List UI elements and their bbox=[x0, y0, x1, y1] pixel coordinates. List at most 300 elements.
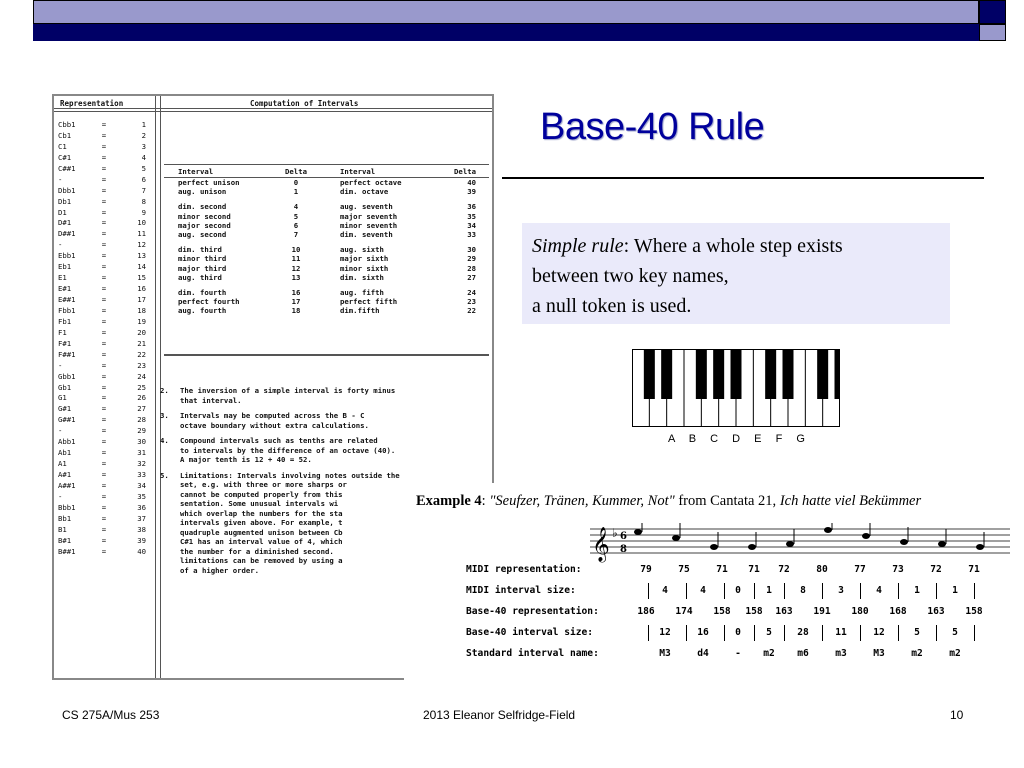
interval-cell: major second bbox=[178, 220, 231, 230]
interval-separator bbox=[648, 583, 649, 599]
row-value: 1 bbox=[766, 585, 772, 596]
rule-lead: Simple rule bbox=[532, 235, 624, 257]
interval-row bbox=[166, 245, 491, 254]
representation-row bbox=[58, 175, 158, 186]
interval-cell: perfect fourth bbox=[178, 297, 240, 307]
note-name: D##1 bbox=[58, 229, 76, 239]
representation-row bbox=[58, 470, 158, 481]
note-name: Bbb1 bbox=[58, 502, 76, 512]
interval-cell: perfect fifth bbox=[340, 297, 398, 307]
representation-row bbox=[58, 536, 158, 547]
equals-sign: = bbox=[101, 404, 107, 414]
midi-interval-row bbox=[404, 584, 1010, 598]
note-name: - bbox=[58, 491, 63, 501]
row-value: 77 bbox=[854, 564, 866, 575]
row-value: m2 bbox=[911, 648, 923, 659]
note-name: Cb1 bbox=[58, 130, 72, 140]
equals-sign: = bbox=[101, 262, 107, 272]
note-name: Ab1 bbox=[58, 448, 72, 458]
base40-value: 1 bbox=[141, 120, 146, 129]
base40-value: 8 bbox=[141, 196, 146, 206]
interval-row bbox=[166, 230, 491, 239]
col-header: Interval bbox=[178, 167, 214, 176]
base40-value: 40 bbox=[137, 546, 146, 556]
header-band-dark bbox=[33, 24, 979, 41]
note-head bbox=[900, 539, 908, 545]
interval-cell: dim. second bbox=[178, 202, 227, 212]
interval-row bbox=[166, 254, 491, 263]
equals-sign: = bbox=[101, 218, 107, 228]
treble-clef-icon: 𝄞 bbox=[592, 527, 610, 562]
note-item bbox=[160, 436, 490, 465]
representation-header: Representation bbox=[60, 99, 124, 108]
simple-rule-box bbox=[522, 223, 950, 324]
standard-interval-name-row bbox=[404, 647, 1010, 661]
interval-cell: 11 bbox=[291, 254, 301, 264]
representation-row bbox=[58, 240, 158, 251]
representation-row bbox=[58, 525, 158, 536]
representation-row bbox=[58, 514, 158, 525]
interval-cell: dim. third bbox=[178, 245, 222, 255]
row-value: 16 bbox=[697, 627, 709, 638]
base40-value: 16 bbox=[137, 284, 146, 294]
time-signature-top: 6 bbox=[620, 531, 627, 542]
interval-cell: aug. unison bbox=[178, 187, 227, 197]
equals-sign: = bbox=[101, 251, 107, 261]
equals-sign: = bbox=[101, 327, 107, 337]
base40-value: 29 bbox=[137, 426, 146, 436]
note-head bbox=[672, 535, 680, 541]
base40-value: 34 bbox=[137, 480, 146, 490]
note-name: G##1 bbox=[58, 415, 76, 425]
note-name: Db1 bbox=[58, 196, 72, 206]
base40-value: 32 bbox=[137, 459, 146, 469]
representation-row bbox=[58, 361, 158, 372]
interval-row bbox=[166, 273, 491, 282]
representation-row bbox=[58, 142, 158, 153]
interval-cell: 28 bbox=[467, 263, 476, 273]
black-key bbox=[644, 349, 655, 399]
interval-cell: 29 bbox=[467, 254, 476, 264]
equals-sign: = bbox=[101, 338, 107, 348]
note-name: D1 bbox=[58, 207, 67, 217]
interval-cell: dim. sixth bbox=[340, 272, 384, 282]
representation-row bbox=[58, 459, 158, 470]
representation-row bbox=[58, 350, 158, 361]
base40-value: 2 bbox=[141, 130, 146, 140]
equals-sign: = bbox=[101, 152, 107, 162]
interval-cell: minor third bbox=[178, 254, 227, 264]
row-value: 158 bbox=[965, 606, 983, 617]
interval-cell: 5 bbox=[293, 211, 299, 221]
base40-value: 9 bbox=[141, 207, 146, 217]
interval-cell: perfect unison bbox=[178, 178, 240, 187]
note-name: B##1 bbox=[58, 546, 76, 556]
base40-value: 22 bbox=[137, 349, 146, 359]
interval-cell: aug. seventh bbox=[340, 202, 393, 212]
rule-text: : Where a whole step exists bbox=[623, 235, 843, 257]
representation-row bbox=[58, 404, 158, 415]
representation-row bbox=[58, 437, 158, 448]
representation-row bbox=[58, 448, 158, 459]
note-number: 3. bbox=[160, 411, 169, 420]
music-staff bbox=[590, 523, 1010, 565]
base40-value: 17 bbox=[137, 295, 146, 304]
interval-separator bbox=[724, 583, 725, 599]
representation-row bbox=[58, 262, 158, 273]
interval-separator bbox=[822, 583, 823, 599]
row-value: 191 bbox=[813, 606, 831, 617]
note-name: A1 bbox=[58, 459, 67, 469]
note-name: - bbox=[58, 360, 63, 370]
equals-sign: = bbox=[101, 535, 107, 545]
base40-value: 11 bbox=[137, 229, 146, 239]
interval-separator bbox=[860, 583, 861, 599]
base40-value: 18 bbox=[137, 305, 146, 315]
interval-row bbox=[166, 187, 491, 196]
representation-row bbox=[58, 481, 158, 492]
row-value: 79 bbox=[640, 564, 652, 575]
representation-row bbox=[58, 295, 158, 306]
representation-row bbox=[58, 164, 158, 175]
note-name: Cbb1 bbox=[58, 120, 76, 129]
base40-value: 26 bbox=[137, 393, 146, 403]
representation-row bbox=[58, 186, 158, 197]
note-head bbox=[634, 529, 642, 535]
note-text: Compound intervals such as tenths are related to intervals by the difference of an octave (40). A major tenth is 12 + 40 = 52. bbox=[180, 436, 396, 464]
interval-cell: 36 bbox=[467, 202, 476, 212]
interval-cell: 6 bbox=[293, 220, 299, 230]
equals-sign: = bbox=[101, 141, 107, 151]
note-head bbox=[938, 541, 946, 547]
interval-cell: 24 bbox=[467, 287, 476, 297]
note-name: G1 bbox=[58, 393, 67, 403]
equals-sign: = bbox=[101, 546, 107, 556]
example-4-panel bbox=[404, 483, 1010, 681]
row-value: 186 bbox=[637, 606, 655, 617]
row-value: 73 bbox=[892, 564, 904, 575]
representation-row bbox=[58, 120, 158, 131]
row-value: 4 bbox=[700, 585, 706, 596]
interval-separator bbox=[724, 625, 725, 641]
interval-row bbox=[166, 202, 491, 211]
interval-separator bbox=[784, 583, 785, 599]
black-key bbox=[817, 349, 828, 399]
note-head bbox=[786, 541, 794, 547]
equals-sign: = bbox=[101, 502, 107, 512]
interval-cell: dim. octave bbox=[340, 187, 389, 197]
equals-sign: = bbox=[101, 426, 107, 436]
row-value: 8 bbox=[800, 585, 806, 596]
equals-sign: = bbox=[101, 229, 107, 239]
table-rule bbox=[164, 164, 489, 165]
base40-value: 33 bbox=[137, 470, 146, 479]
base40-value: 12 bbox=[137, 240, 146, 250]
row-value: 0 bbox=[735, 585, 741, 596]
black-key bbox=[696, 349, 707, 399]
note-name: B#1 bbox=[58, 535, 72, 545]
col-header: Interval bbox=[340, 167, 376, 176]
representation-row bbox=[58, 426, 158, 437]
equals-sign: = bbox=[101, 284, 107, 294]
row-value: d4 bbox=[697, 648, 709, 659]
interval-separator bbox=[936, 583, 937, 599]
interval-cell: 16 bbox=[291, 287, 301, 297]
interval-cell: 39 bbox=[467, 187, 476, 197]
base40-value: 30 bbox=[137, 437, 146, 447]
note-text: Limitations: Intervals involving notes outside the set, e.g. with three or more sharps or cannot be computed properly from this sentation. Some unusual intervals wi which overlap the numbers for the sta intervals given above. For example, t quadruple augmented unison between Cb C#1 has an interval value of 4, which the number for a diminished second. limitations can be removed by using a of a higher order. bbox=[180, 470, 400, 575]
row-value: 4 bbox=[876, 585, 882, 596]
base40-representation-row bbox=[404, 605, 1010, 619]
row-value: 158 bbox=[745, 606, 763, 617]
representation-row bbox=[58, 218, 158, 229]
representation-row bbox=[58, 251, 158, 262]
base40-value: 21 bbox=[137, 338, 146, 348]
note-name: Gbb1 bbox=[58, 371, 76, 381]
equals-sign: = bbox=[101, 448, 107, 458]
note-head bbox=[862, 533, 870, 539]
representation-row bbox=[58, 153, 158, 164]
note-name: F##1 bbox=[58, 349, 76, 359]
row-value: 72 bbox=[778, 564, 790, 575]
base40-value: 13 bbox=[137, 251, 146, 261]
note-name: D#1 bbox=[58, 218, 72, 228]
interval-cell: aug. second bbox=[178, 229, 227, 239]
row-value: 1 bbox=[952, 585, 958, 596]
row-value: 3 bbox=[838, 585, 844, 596]
note-name: Eb1 bbox=[58, 262, 72, 272]
note-text: The inversion of a simple interval is forty minus that interval. bbox=[180, 386, 396, 405]
example-colon: : bbox=[481, 493, 490, 509]
note-name: E##1 bbox=[58, 295, 76, 304]
equals-sign: = bbox=[101, 174, 107, 184]
equals-sign: = bbox=[101, 524, 107, 534]
interval-row bbox=[166, 221, 491, 230]
interval-cell: 40 bbox=[467, 178, 476, 187]
black-key bbox=[713, 349, 724, 399]
representation-row bbox=[58, 547, 158, 558]
equals-sign: = bbox=[101, 437, 107, 447]
note-number: 2. bbox=[160, 386, 169, 395]
equals-sign: = bbox=[101, 295, 107, 304]
row-label: MIDI interval size: bbox=[466, 585, 576, 596]
example-cantata: Ich hatte viel Bekümmer bbox=[779, 493, 922, 509]
interval-cell: 23 bbox=[467, 297, 476, 307]
base40-value: 25 bbox=[137, 382, 146, 392]
equals-sign: = bbox=[101, 382, 107, 392]
equals-sign: = bbox=[101, 120, 107, 129]
table-rule bbox=[54, 108, 492, 109]
row-value: 28 bbox=[797, 627, 809, 638]
note-head bbox=[748, 544, 756, 550]
row-value: m3 bbox=[835, 648, 847, 659]
note-name: C#1 bbox=[58, 152, 72, 162]
note-number: 5. bbox=[160, 470, 169, 480]
equals-sign: = bbox=[101, 207, 107, 217]
base40-value: 10 bbox=[137, 218, 146, 228]
footer-page-number: 10 bbox=[950, 708, 964, 722]
row-value: 4 bbox=[662, 585, 668, 596]
representation-row bbox=[58, 415, 158, 426]
note-text: Intervals may be computed across the B - C octave boundary without extra calculations. bbox=[180, 411, 369, 430]
note-name: F#1 bbox=[58, 338, 72, 348]
interval-cell: 0 bbox=[293, 178, 299, 187]
row-label: Standard interval name: bbox=[466, 648, 599, 659]
interval-cell: minor seventh bbox=[340, 220, 398, 230]
footer-course: CS 275A/Mus 253 bbox=[62, 708, 160, 722]
base40-value: 36 bbox=[137, 502, 146, 512]
keyboard-note-labels: A B C D E F G bbox=[668, 433, 811, 445]
interval-separator bbox=[648, 625, 649, 641]
note-name: Bb1 bbox=[58, 513, 72, 523]
equals-sign: = bbox=[101, 459, 107, 469]
equals-sign: = bbox=[101, 349, 107, 359]
interval-separator bbox=[822, 625, 823, 641]
black-key bbox=[835, 349, 841, 399]
row-value: 168 bbox=[889, 606, 907, 617]
representation-row bbox=[58, 503, 158, 514]
representation-row bbox=[58, 208, 158, 219]
note-name: - bbox=[58, 174, 63, 184]
row-value: 71 bbox=[968, 564, 980, 575]
example-4-heading bbox=[416, 493, 921, 510]
interval-cell: aug. fifth bbox=[340, 287, 384, 297]
equals-sign: = bbox=[101, 393, 107, 403]
representation-row bbox=[58, 197, 158, 208]
base40-value: 31 bbox=[137, 448, 146, 458]
interval-cell: 13 bbox=[291, 272, 301, 282]
interval-cell: major seventh bbox=[340, 211, 398, 221]
interval-separator bbox=[686, 583, 687, 599]
representation-row bbox=[58, 317, 158, 328]
note-name: Gb1 bbox=[58, 382, 72, 392]
base40-value: 4 bbox=[141, 152, 146, 162]
interval-cell: perfect octave bbox=[340, 178, 402, 187]
rule-text: between two key names, bbox=[532, 265, 729, 287]
interval-cell: 1 bbox=[293, 187, 299, 197]
interval-row bbox=[166, 178, 491, 187]
black-key bbox=[661, 349, 672, 399]
interval-cell: 7 bbox=[293, 229, 299, 239]
row-value: 12 bbox=[659, 627, 671, 638]
row-value: 163 bbox=[775, 606, 793, 617]
example-from: from Cantata 21, bbox=[674, 493, 780, 509]
equals-sign: = bbox=[101, 240, 107, 250]
interval-table-body bbox=[166, 178, 491, 315]
note-name: Ebb1 bbox=[58, 251, 76, 261]
interval-row bbox=[166, 212, 491, 221]
note-name: E1 bbox=[58, 273, 67, 283]
interval-cell: major sixth bbox=[340, 254, 389, 264]
interval-row bbox=[166, 288, 491, 297]
table-rule bbox=[54, 111, 492, 112]
equals-sign: = bbox=[101, 415, 107, 425]
interval-row bbox=[166, 264, 491, 273]
representation-list bbox=[58, 120, 158, 558]
note-head bbox=[710, 544, 718, 550]
equals-sign: = bbox=[101, 316, 107, 326]
equals-sign: = bbox=[101, 185, 107, 195]
equals-sign: = bbox=[101, 371, 107, 381]
representation-row bbox=[58, 372, 158, 383]
row-value: m2 bbox=[949, 648, 961, 659]
equals-sign: = bbox=[101, 360, 107, 370]
row-value: 72 bbox=[930, 564, 942, 575]
interval-cell: 12 bbox=[291, 263, 301, 273]
representation-row bbox=[58, 383, 158, 394]
row-value: 5 bbox=[766, 627, 772, 638]
base40-value: 37 bbox=[137, 513, 146, 523]
row-label: Base-40 representation: bbox=[466, 606, 599, 617]
base40-interval-row bbox=[404, 626, 1010, 640]
note-name: E#1 bbox=[58, 284, 72, 294]
interval-separator bbox=[936, 625, 937, 641]
col-header: Delta bbox=[454, 167, 476, 176]
row-value: m2 bbox=[763, 648, 775, 659]
row-value: 80 bbox=[816, 564, 828, 575]
base40-value: 35 bbox=[137, 491, 146, 501]
time-signature-bottom: 8 bbox=[620, 544, 627, 555]
row-value: 11 bbox=[835, 627, 847, 638]
base40-value: 6 bbox=[141, 174, 146, 184]
base40-value: 19 bbox=[137, 316, 146, 326]
row-value: 12 bbox=[873, 627, 885, 638]
base40-value: 14 bbox=[137, 262, 146, 272]
midi-representation-row bbox=[404, 563, 1010, 577]
representation-row bbox=[58, 284, 158, 295]
black-key bbox=[731, 349, 742, 399]
note-name: Fb1 bbox=[58, 316, 72, 326]
row-value: 163 bbox=[927, 606, 945, 617]
interval-cell: 18 bbox=[291, 306, 301, 316]
note-name: C##1 bbox=[58, 163, 76, 173]
interval-row bbox=[166, 297, 491, 306]
base40-value: 39 bbox=[137, 535, 146, 545]
note-name: B1 bbox=[58, 524, 67, 534]
interval-separator bbox=[974, 625, 975, 641]
interval-separator bbox=[898, 583, 899, 599]
interval-row bbox=[166, 306, 491, 315]
note-item bbox=[160, 411, 490, 430]
representation-row bbox=[58, 339, 158, 350]
row-label: Base-40 interval size: bbox=[466, 627, 594, 638]
footer-author: 2013 Eleanor Selfridge-Field bbox=[423, 708, 576, 722]
equals-sign: = bbox=[101, 480, 107, 490]
interval-cell: minor sixth bbox=[340, 263, 389, 273]
interval-separator bbox=[754, 625, 755, 641]
note-name: Fbb1 bbox=[58, 305, 76, 315]
equals-sign: = bbox=[101, 273, 107, 283]
row-value: - bbox=[735, 648, 741, 659]
note-name: Abb1 bbox=[58, 437, 76, 447]
interval-cell: 35 bbox=[467, 211, 476, 221]
example-label: Example 4 bbox=[416, 493, 482, 509]
row-value: m6 bbox=[797, 648, 809, 659]
black-key bbox=[765, 349, 776, 399]
interval-cell: 22 bbox=[467, 306, 476, 316]
interval-cell: aug. third bbox=[178, 272, 222, 282]
interval-cell: 10 bbox=[291, 245, 301, 255]
row-value: 158 bbox=[713, 606, 731, 617]
note-item bbox=[160, 386, 490, 405]
note-name: F1 bbox=[58, 327, 67, 337]
table-rule bbox=[164, 354, 489, 356]
interval-cell: dim. seventh bbox=[340, 229, 393, 239]
base40-value: 7 bbox=[141, 185, 146, 195]
black-key bbox=[783, 349, 794, 399]
note-number: 4. bbox=[160, 436, 169, 445]
row-value: 5 bbox=[914, 627, 920, 638]
